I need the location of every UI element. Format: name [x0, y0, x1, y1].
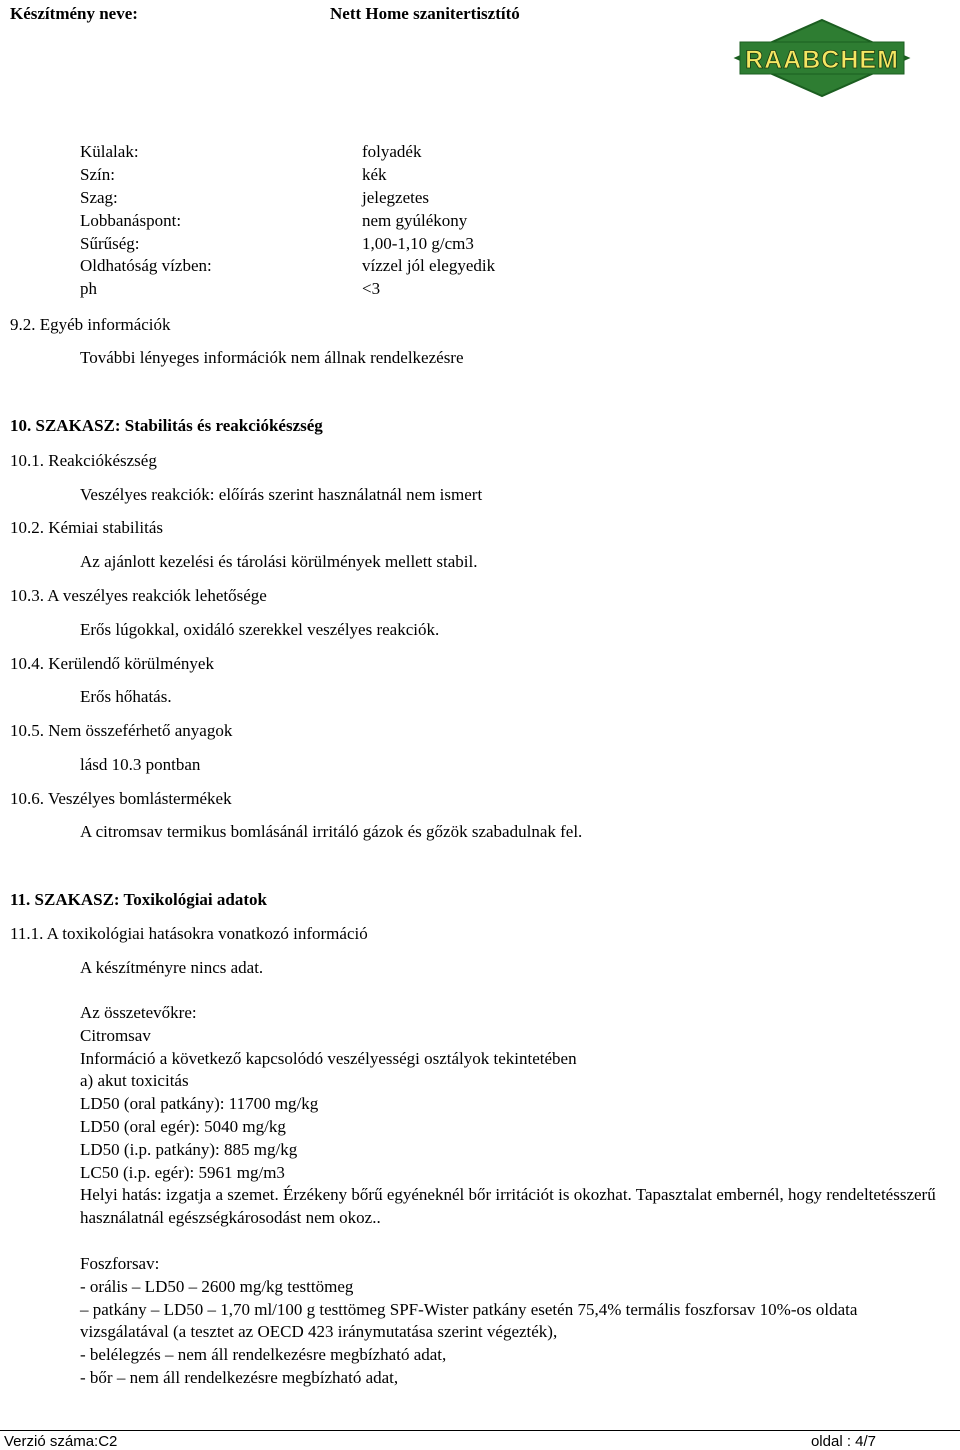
property-value: nem gyúlékony	[362, 210, 468, 230]
property-key: Szag:	[80, 187, 118, 207]
section-10-4-title: 10.4. Kerülendő körülmények	[10, 654, 214, 673]
text-line: Az összetevőkre:	[80, 1003, 197, 1022]
property-value: vízzel jól elegyedik	[362, 256, 496, 276]
section-10-5-title: 10.5. Nem összeférhető anyagok	[10, 721, 233, 740]
section-10-1-text: Veszélyes reakciók: előírás szerint használatnál nem ismert	[80, 485, 483, 504]
section-10-4-text: Erős hőhatás.	[80, 687, 172, 706]
local-effect-text: Helyi hatás: izgatja a szemet. Érzékeny bőrű egyéneknél bőr irritációt is okozhat. Tapasztalat embernél, hogy rendeltetésszerű használatnál egészségkárosodást nem okoz..	[80, 1185, 936, 1228]
text-line: Citromsav	[80, 1025, 151, 1045]
section-11-heading: 11. SZAKASZ: Toxikológiai adatok	[10, 890, 267, 909]
section-10-3-title: 10.3. A veszélyes reakciók lehetősége	[10, 586, 267, 605]
property-key: Lobbanáspont:	[80, 210, 182, 230]
property-value: <3	[362, 279, 381, 299]
text-line: - bőr – nem áll rendelkezésre megbízható adat,	[80, 1367, 399, 1387]
text-line: LD50 (oral patkány): 11700 mg/kg	[80, 1094, 319, 1114]
section-11-1-title: 11.1. A toxikológiai hatásokra vonatkozó információ	[10, 924, 368, 943]
section-10-2-text: Az ajánlott kezelési és tárolási körülmények mellett stabil.	[80, 552, 478, 571]
footer-divider	[0, 1430, 960, 1431]
text-line: - orális – LD50 – 2600 mg/kg testtömeg	[80, 1276, 354, 1296]
text-line: LD50 (i.p. patkány): 885 mg/kg	[80, 1139, 298, 1159]
text-line: Foszforsav:	[80, 1254, 160, 1273]
section-10-6-title: 10.6. Veszélyes bomlástermékek	[10, 789, 232, 808]
property-key: Oldhatóság vízben:	[80, 256, 212, 276]
header-label: Készítmény neve:	[10, 4, 138, 23]
text-line: a) akut toxicitás	[80, 1071, 189, 1091]
product-name: Nett Home szanitertisztító	[330, 4, 520, 23]
section-9-2-text: További lényeges információk nem állnak rendelkezésre	[80, 348, 464, 367]
text-line: Információ a következő kapcsolódó veszélyességi osztályok tekintetében	[80, 1048, 577, 1068]
section-10-3-text: Erős lúgokkal, oxidáló szerekkel veszélyes reakciók.	[80, 620, 440, 639]
property-value: 1,00-1,10 g/cm3	[362, 233, 474, 253]
section-9-2-title: 9.2. Egyéb információk	[10, 315, 171, 334]
section-10-1-title: 10.1. Reakciókészség	[10, 451, 157, 470]
property-value: folyadék	[362, 142, 422, 161]
property-key: ph	[80, 279, 97, 299]
page-number: oldal : 4/7	[810, 1433, 876, 1450]
phosphoric-acid-block	[80, 1253, 950, 1390]
components-block	[80, 1002, 950, 1230]
version-number: Verzió száma:C2	[4, 1433, 118, 1450]
text-line: - belélegzés – nem áll rendelkezésre megbízható adat,	[80, 1345, 447, 1365]
property-value: jelegzetes	[362, 187, 430, 207]
property-key: Sűrűség:	[80, 233, 140, 253]
section-10-6-text: A citromsav termikus bomlásánál irritáló gázok és gőzök szabadulnak fel.	[80, 822, 583, 841]
text-line: – patkány – LD50 – 1,70 ml/100 g testtömeg SPF-Wister patkány esetén 75,4% termális foszforsav 10%-os oldata vizsgálatával (a tesztet az OECD 423 iránymutatása szerint végezték),	[80, 1299, 858, 1342]
property-value: kék	[362, 164, 387, 184]
text-line: LD50 (oral egér): 5040 mg/kg	[80, 1116, 286, 1136]
text-line: LC50 (i.p. egér): 5961 mg/m3	[80, 1162, 285, 1182]
section-10-2-title: 10.2. Kémiai stabilitás	[10, 518, 163, 537]
logo-text: RAABCHEM	[745, 46, 899, 74]
section-10-heading: 10. SZAKASZ: Stabilitás és reakciókészség	[10, 416, 323, 435]
section-11-1-text: A készítményre nincs adat.	[80, 958, 264, 977]
raabchem-logo	[732, 18, 912, 98]
property-key: Külalak:	[80, 142, 139, 161]
property-key: Szín:	[80, 164, 115, 184]
section-10-5-text: lásd 10.3 pontban	[80, 755, 201, 774]
